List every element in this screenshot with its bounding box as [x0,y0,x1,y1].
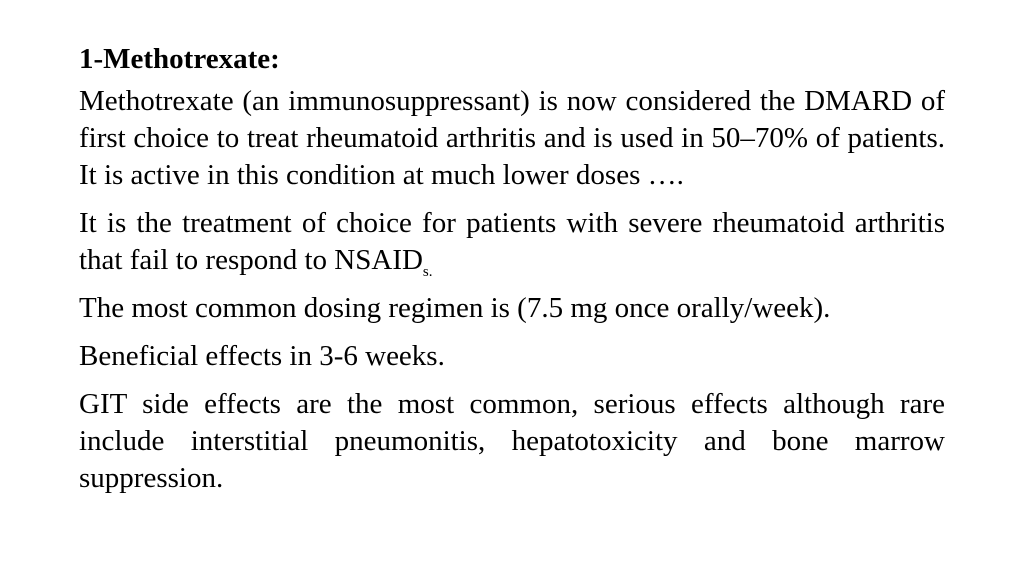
paragraph-treatment-text: It is the treatment of choice for patients with severe rheumatoid arthritis that fail to respond to NSAID [79,207,945,276]
paragraph-side-effects: GIT side effects are the most common, serious effects although rare include interstitial pneumonitis, hepatotoxicity and bone marrow suppression. [79,388,945,494]
paragraph-first-choice: Methotrexate (an immunosuppressant) is now considered the DMARD of first choice to treat rheumatoid arthritis and is used in 50–70% of patients. It is active in this condition at much lower doses …. [79,85,945,191]
paragraph-beneficial-effects: Beneficial effects in 3-6 weeks. [79,340,445,372]
nsaid-subscript: s. [422,264,433,280]
section-heading: 1-Methotrexate: [79,43,280,75]
paragraph-treatment-of-choice [79,205,945,279]
paragraph-dosing-regimen: The most common dosing regimen is (7.5 mg once orally/week). [79,292,831,324]
slide-content [79,40,945,508]
